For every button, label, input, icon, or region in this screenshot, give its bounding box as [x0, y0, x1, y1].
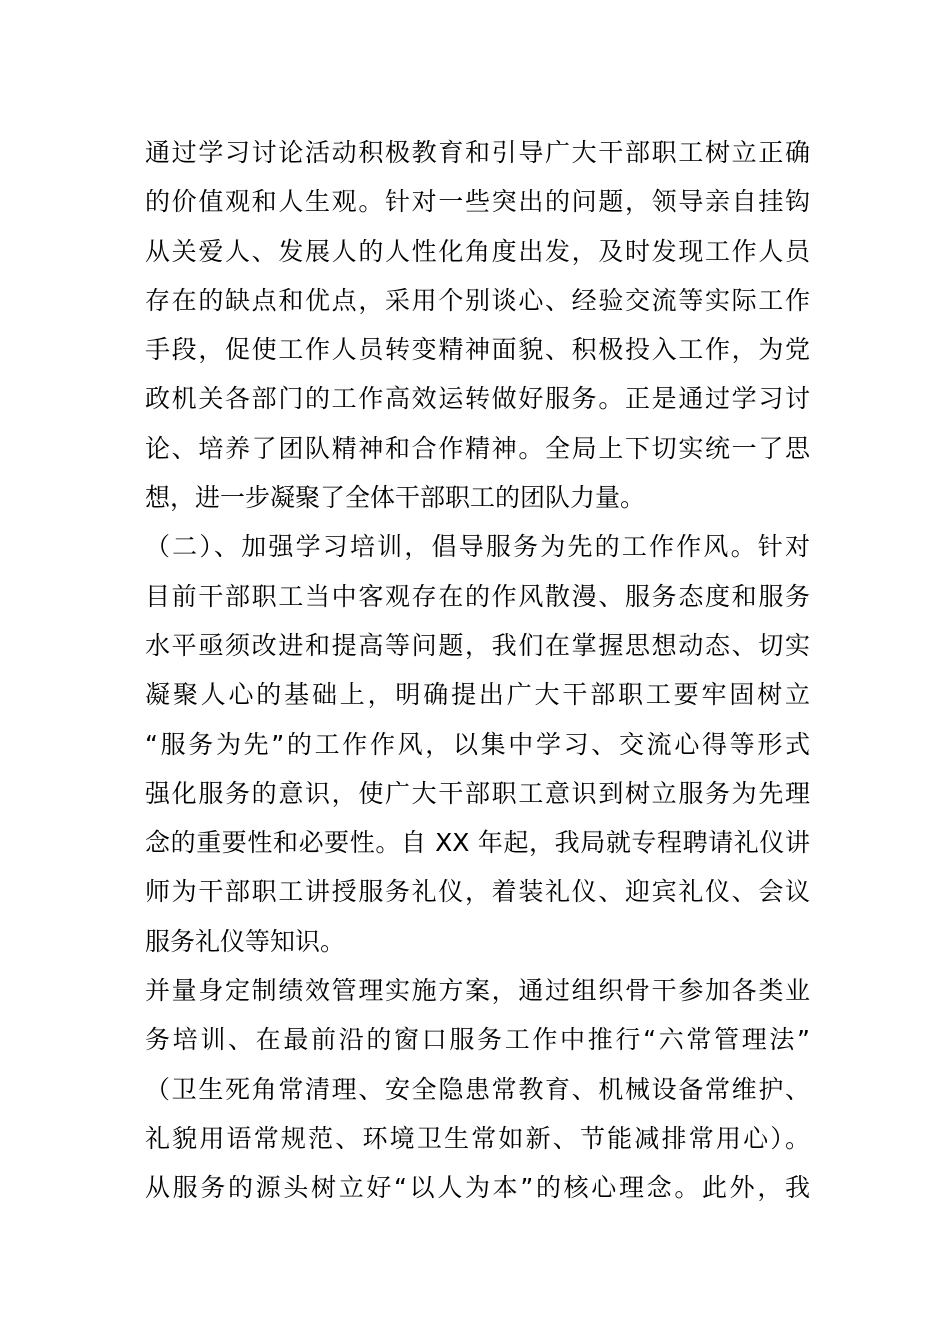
text-line: 存在的缺点和优点，采用个别谈心、经验交流等实际工作 [145, 285, 810, 315]
text-line: 水平亟须改进和提高等问题，我们在掌握思想动态、切实 [145, 630, 810, 660]
text-line: 凝聚人心的基础上，明确提出广大干部职工要牢固树立 [145, 680, 810, 710]
text-line: 的价值观和人生观。针对一些突出的问题，领导亲自挂钩 [145, 187, 810, 217]
text-line: 想，进一步凝聚了全体干部职工的团队力量。 [145, 483, 646, 513]
body-text [145, 128, 810, 1213]
text-line: 目前干部职工当中客观存在的作风散漫、服务态度和服务 [145, 581, 810, 611]
text-line: 礼貌用语常规范、环境卫生常如新、节能减排常用心）。 [145, 1123, 810, 1153]
text-line: 服务礼仪等知识。 [145, 926, 346, 956]
text-line: 念的重要性和必要性。自 XX 年起，我局就专程聘请礼仪讲 [145, 828, 810, 858]
text-line: 务培训、在最前沿的窗口服务工作中推行“六常管理法” [145, 1025, 810, 1055]
text-line: 论、培养了团队精神和合作精神。全局上下切实统一了思 [145, 433, 810, 463]
text-line: 强化服务的意识，使广大干部职工意识到树立服务为先理 [145, 778, 810, 808]
text-line: 政机关各部门的工作高效运转做好服务。正是通过学习讨 [145, 384, 810, 414]
text-line: 师为干部职工讲授服务礼仪，着装礼仪、迎宾礼仪、会议 [145, 877, 810, 907]
text-line: （卫生死角常清理、安全隐患常教育、机械设备常维护、 [145, 1074, 810, 1104]
section-heading-line: （二）、加强学习培训，倡导服务为先的工作作风。针对 [145, 532, 810, 562]
text-line: 手段，促使工作人员转变精神面貌、积极投入工作，为党 [145, 335, 810, 365]
text-line: “服务为先”的工作作风，以集中学习、交流心得等形式 [145, 729, 810, 759]
text-line: 从服务的源头树立好“以人为本”的核心理念。此外，我 [145, 1173, 810, 1203]
text-line: 通过学习讨论活动积极教育和引导广大干部职工树立正确 [145, 138, 810, 167]
text-line: 从关爱人、发展人的人性化角度出发，及时发现工作人员 [145, 236, 810, 266]
text-line: 并量身定制绩效管理实施方案，通过组织骨干参加各类业 [145, 976, 810, 1006]
